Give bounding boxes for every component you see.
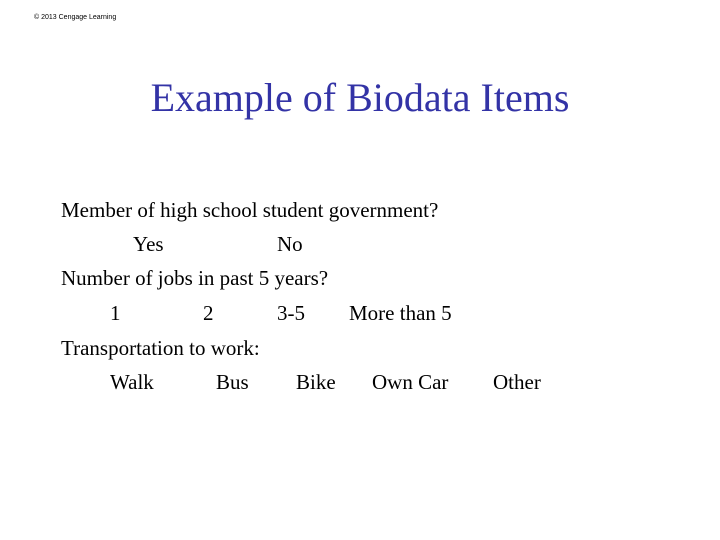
answer-option: 3-5 <box>277 301 305 325</box>
question-text: Number of jobs in past 5 years? <box>61 266 329 290</box>
copyright-notice: © 2013 Cengage Learning <box>34 14 117 21</box>
answer-option: More than 5 <box>349 301 452 325</box>
answer-option: 2 <box>203 301 214 325</box>
answer-option: Own Car <box>372 370 449 394</box>
answer-option: Yes <box>133 232 164 256</box>
question-text: Transportation to work: <box>61 336 260 360</box>
answer-option: No <box>277 232 303 256</box>
slide-title: Example of Biodata Items <box>150 75 570 120</box>
question-text: Member of high school student government? <box>61 198 439 222</box>
answer-option: 1 <box>110 301 121 325</box>
answer-option: Bus <box>216 370 249 394</box>
answer-option: Other <box>493 370 541 394</box>
answer-option: Bike <box>296 370 336 394</box>
answer-option: Walk <box>110 370 154 394</box>
